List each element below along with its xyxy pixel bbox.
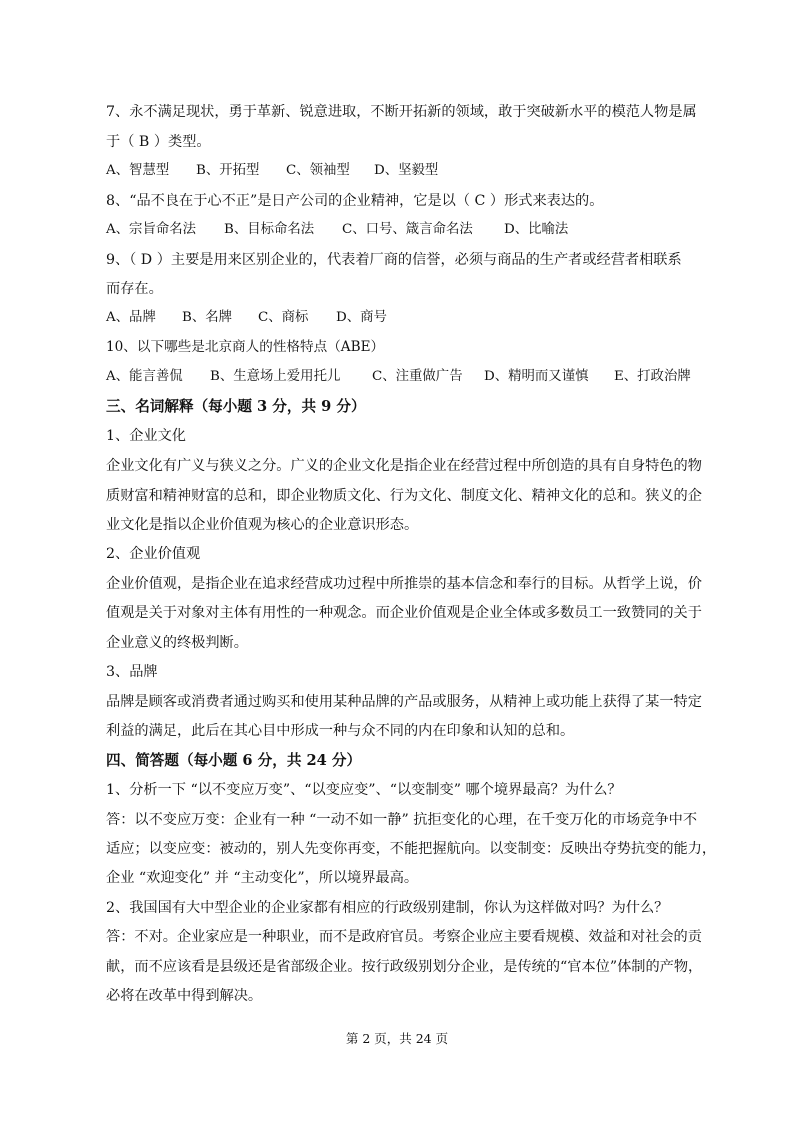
option: C、商标 xyxy=(258,310,309,325)
q9-options xyxy=(106,308,706,328)
paragraph-line: 企业 “欢迎变化” 并 “主动变化”，所以境界最高。 xyxy=(106,870,419,886)
option: B、生意场上爱用托儿 xyxy=(210,369,341,384)
paragraph-line: 献，而不应该看是县级还是省部级企业。按行政级别划分企业，是传统的“官本位”体制的产物， xyxy=(106,959,703,975)
term-title: 3、品牌 xyxy=(106,664,158,680)
option: A、智慧型 xyxy=(106,163,170,178)
q7-options xyxy=(106,161,706,181)
paragraph-line: 质财富和精神财富的总和，即企业物质文化、行为文化、制度文化、精神文化的总和。狭义的企 xyxy=(106,488,702,504)
paragraph-line: 答：以不变应万变：企业有一种 “一动不如一静” 抗拒变化的心理，在千变万化的市场竞争中不 xyxy=(106,812,698,828)
q8-line1: 8、“品不良在于心不正”是日产公司的企业精神，它是以（ C ）形式来表达的。 xyxy=(106,193,604,209)
paragraph-line: 值观是关于对象对主体有用性的一种观念。而企业价值观是企业全体或多数员工一致赞同的关于 xyxy=(106,605,702,621)
q8-options xyxy=(106,220,706,240)
section-heading: 四、简答题（每小题 6 分，共 24 分） xyxy=(106,752,362,769)
paragraph-line: 适应；以变应变：被动的，别人先变你再变，不能把握航向。以变制变：反映出夺势抗变的能力， xyxy=(106,841,717,857)
term-title: 1、企业文化 xyxy=(106,428,186,444)
option: B、开拓型 xyxy=(196,163,260,178)
paragraph-line: 企业价值观，是指企业在追求经营成功过程中所推崇的基本信念和奉行的目标。从哲学上说，价 xyxy=(106,576,702,592)
option: B、名牌 xyxy=(182,310,233,325)
page-number-footer: 第 2 页，共 24 页 xyxy=(345,1031,449,1046)
option: D、精明而又谨慎 xyxy=(484,369,589,384)
option: C、注重做广告 xyxy=(372,369,463,384)
q9-line2: 而存在。 xyxy=(106,281,163,297)
option: C、领袖型 xyxy=(286,163,350,178)
option: E、打政治牌 xyxy=(614,369,691,384)
option: B、目标命名法 xyxy=(224,222,315,237)
paragraph-line: 业文化是指以企业价值观为核心的企业意识形态。 xyxy=(106,517,419,533)
paragraph-line: 企业意义的终极判断。 xyxy=(106,635,248,651)
option: A、宗旨命名法 xyxy=(106,222,197,237)
term-title: 2、企业价值观 xyxy=(106,546,201,562)
question-line: 1、分析一下 “以不变应万变”、“以变应变”、“以变制变” 哪个境界最高？为什么？ xyxy=(106,782,622,798)
question-line: 2、我国国有大中型企业的企业家都有相应的行政级别建制，你认为这样做对吗？为什么？ xyxy=(106,900,669,916)
option: D、商号 xyxy=(336,310,387,325)
paragraph-line: 利益的满足，此后在其心目中形成一种与众不同的内在印象和认知的总和。 xyxy=(106,723,575,739)
option: D、比喻法 xyxy=(504,222,569,237)
option: A、品牌 xyxy=(106,310,156,325)
option: A、能言善侃 xyxy=(106,369,183,384)
paragraph-line: 必将在改革中得到解决。 xyxy=(106,988,263,1004)
section-heading: 三、名词解释（每小题 3 分，共 9 分） xyxy=(106,398,366,415)
paragraph-line: 答：不对。企业家应是一种职业，而不是政府官员。考察企业应主要看规模、效益和对社会的贡 xyxy=(106,929,702,945)
q10-options xyxy=(106,367,706,387)
q9-line1: 9、（ D ）主要是用来区别企业的，代表着厂商的信誉，必须与商品的生产者或经营者相联系 xyxy=(106,252,682,268)
q7-line2: 于（ B ）类型。 xyxy=(106,134,211,150)
paragraph-line: 企业文化有广义与狭义之分。广义的企业文化是指企业在经营过程中所创造的具有自身特色的物 xyxy=(106,458,702,474)
option: D、坚毅型 xyxy=(374,163,439,178)
option: C、口号、箴言命名法 xyxy=(342,222,473,237)
q10-line1: 10、以下哪些是北京商人的性格特点（ABE） xyxy=(106,339,385,355)
paragraph-line: 品牌是顾客或消费者通过购买和使用某种品牌的产品或服务，从精神上或功能上获得了某一特定 xyxy=(106,694,702,710)
q7-line1: 7、永不满足现状，勇于革新、锐意进取，不断开拓新的领域，敢于突破新水平的模范人物是属 xyxy=(106,104,697,120)
